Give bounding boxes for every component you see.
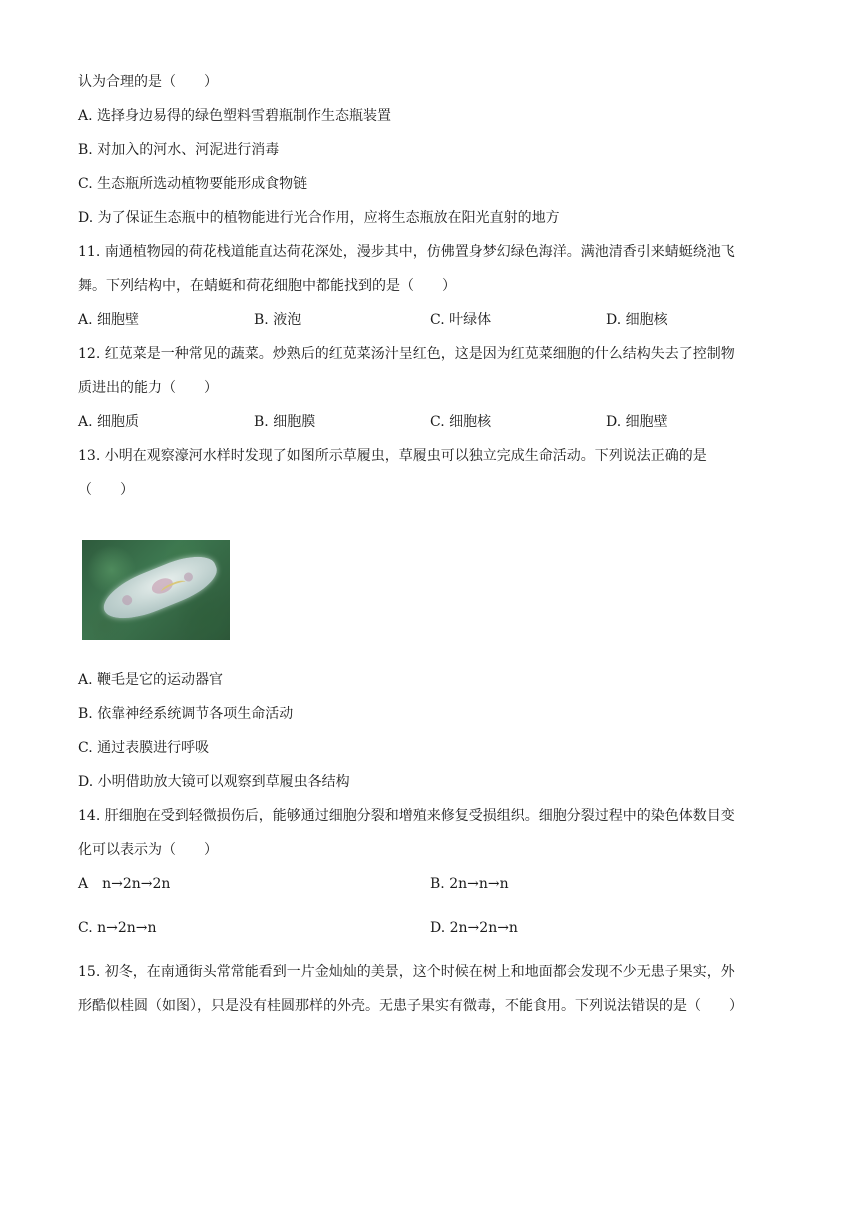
q12-option-a: A. 细胞质 xyxy=(78,414,140,430)
q10-option-c: C. 生态瓶所选动植物要能形成食物链 xyxy=(78,176,308,192)
q10-stem-tail: 认为合理的是（ ） xyxy=(78,74,218,90)
q11-stem-line1: 11. 南通植物园的荷花栈道能直达荷花深处，漫步其中，仿佛置身梦幻绿色海洋。满池清香引来蜻蜓绕池飞 xyxy=(78,244,735,260)
q13-stem-line1: 13. 小明在观察濠河水样时发现了如图所示草履虫，草履虫可以独立完成生命活动。下列说法正确的是 xyxy=(78,448,707,464)
q12-stem-line1: 12. 红苋菜是一种常见的蔬菜。炒熟后的红苋菜汤汁呈红色，这是因为红苋菜细胞的什么结构失去了控制物 xyxy=(78,346,735,362)
q14-option-c: C. n→2n→n xyxy=(78,920,157,936)
q15-stem-line2: 形酷似桂圆（如图），只是没有桂圆那样的外壳。无患子果实有微毒，不能食用。下列说法错误的是（ ） xyxy=(78,998,743,1014)
q11-option-a: A. 细胞壁 xyxy=(78,312,140,328)
q14-option-b: B. 2n→n→n xyxy=(430,876,509,892)
q14-option-a: A n→2n→2n xyxy=(78,876,171,892)
paramecium-photo xyxy=(82,540,230,640)
q10-option-a: A. 选择身边易得的绿色塑料雪碧瓶制作生态瓶装置 xyxy=(78,108,392,124)
q12-option-d: D. 细胞壁 xyxy=(606,414,668,430)
q13-option-c: C. 通过表膜进行呼吸 xyxy=(78,740,210,756)
q11-option-d: D. 细胞核 xyxy=(606,312,668,328)
q13-option-d: D. 小明借助放大镜可以观察到草履虫各结构 xyxy=(78,774,350,790)
paramecium-cell xyxy=(97,547,223,629)
q12-stem-line2: 质进出的能力（ ） xyxy=(78,380,218,396)
q12-option-c: C. 细胞核 xyxy=(430,414,492,430)
q12-option-b: B. 细胞膜 xyxy=(254,414,316,430)
q14-option-d: D. 2n→2n→n xyxy=(430,920,518,936)
contractile-vacuole xyxy=(121,594,134,607)
q11-stem-line2: 舞。下列结构中，在蜻蜓和荷花细胞中都能找到的是（ ） xyxy=(78,278,456,294)
q10-option-b: B. 对加入的河水、河泥进行消毒 xyxy=(78,142,280,158)
q10-option-d: D. 为了保证生态瓶中的植物能进行光合作用，应将生态瓶放在阳光直射的地方 xyxy=(78,210,560,226)
q14-stem-line1: 14. 肝细胞在受到轻微损伤后，能够通过细胞分裂和增殖来修复受损组织。细胞分裂过程中的染色体数目变 xyxy=(78,808,735,824)
q13-option-a: A. 鞭毛是它的运动器官 xyxy=(78,672,224,688)
q13-stem-line2: （ ） xyxy=(78,482,134,498)
q14-stem-line2: 化可以表示为（ ） xyxy=(78,842,218,858)
q11-option-b: B. 液泡 xyxy=(254,312,302,328)
q11-option-c: C. 叶绿体 xyxy=(430,312,492,328)
q15-stem-line1: 15. 初冬，在南通街头常常能看到一片金灿灿的美景，这个时候在树上和地面都会发现不少无患子果实，外 xyxy=(78,964,735,980)
q13-option-b: B. 依靠神经系统调节各项生命活动 xyxy=(78,706,294,722)
